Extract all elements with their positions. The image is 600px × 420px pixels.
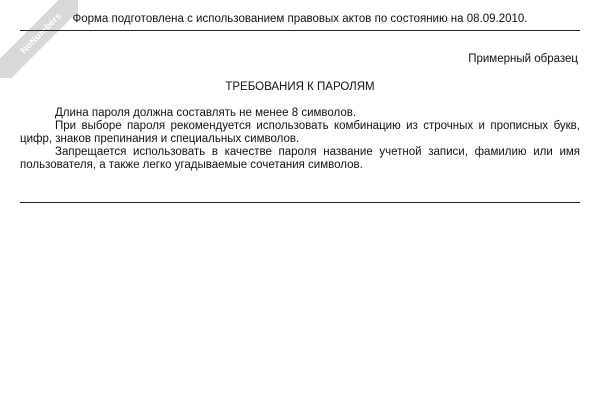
source-note: Форма подготовлена с использованием правовых актов по состоянию на 08.09.2010. xyxy=(20,12,580,31)
bottom-divider xyxy=(20,202,580,203)
sample-label: Примерный образец xyxy=(468,53,578,65)
document-body xyxy=(20,107,580,172)
paragraph-password-restrictions: Запрещается использовать в качестве пароля название учетной записи, фамилию или имя пользователя, а также легко угадываемые сочетания символов. xyxy=(20,146,580,171)
paragraph-password-length: Длина пароля должна составлять не менее 8 символов. xyxy=(55,107,357,119)
watermark-text: NoNumbers xyxy=(0,0,78,78)
document-title: ТРЕБОВАНИЯ К ПАРОЛЯМ xyxy=(225,81,375,93)
paragraph-password-composition: При выборе пароля рекомендуется использовать комбинацию из строчных и прописных букв, цифр, знаков препинания и специальных символов. xyxy=(20,120,580,145)
